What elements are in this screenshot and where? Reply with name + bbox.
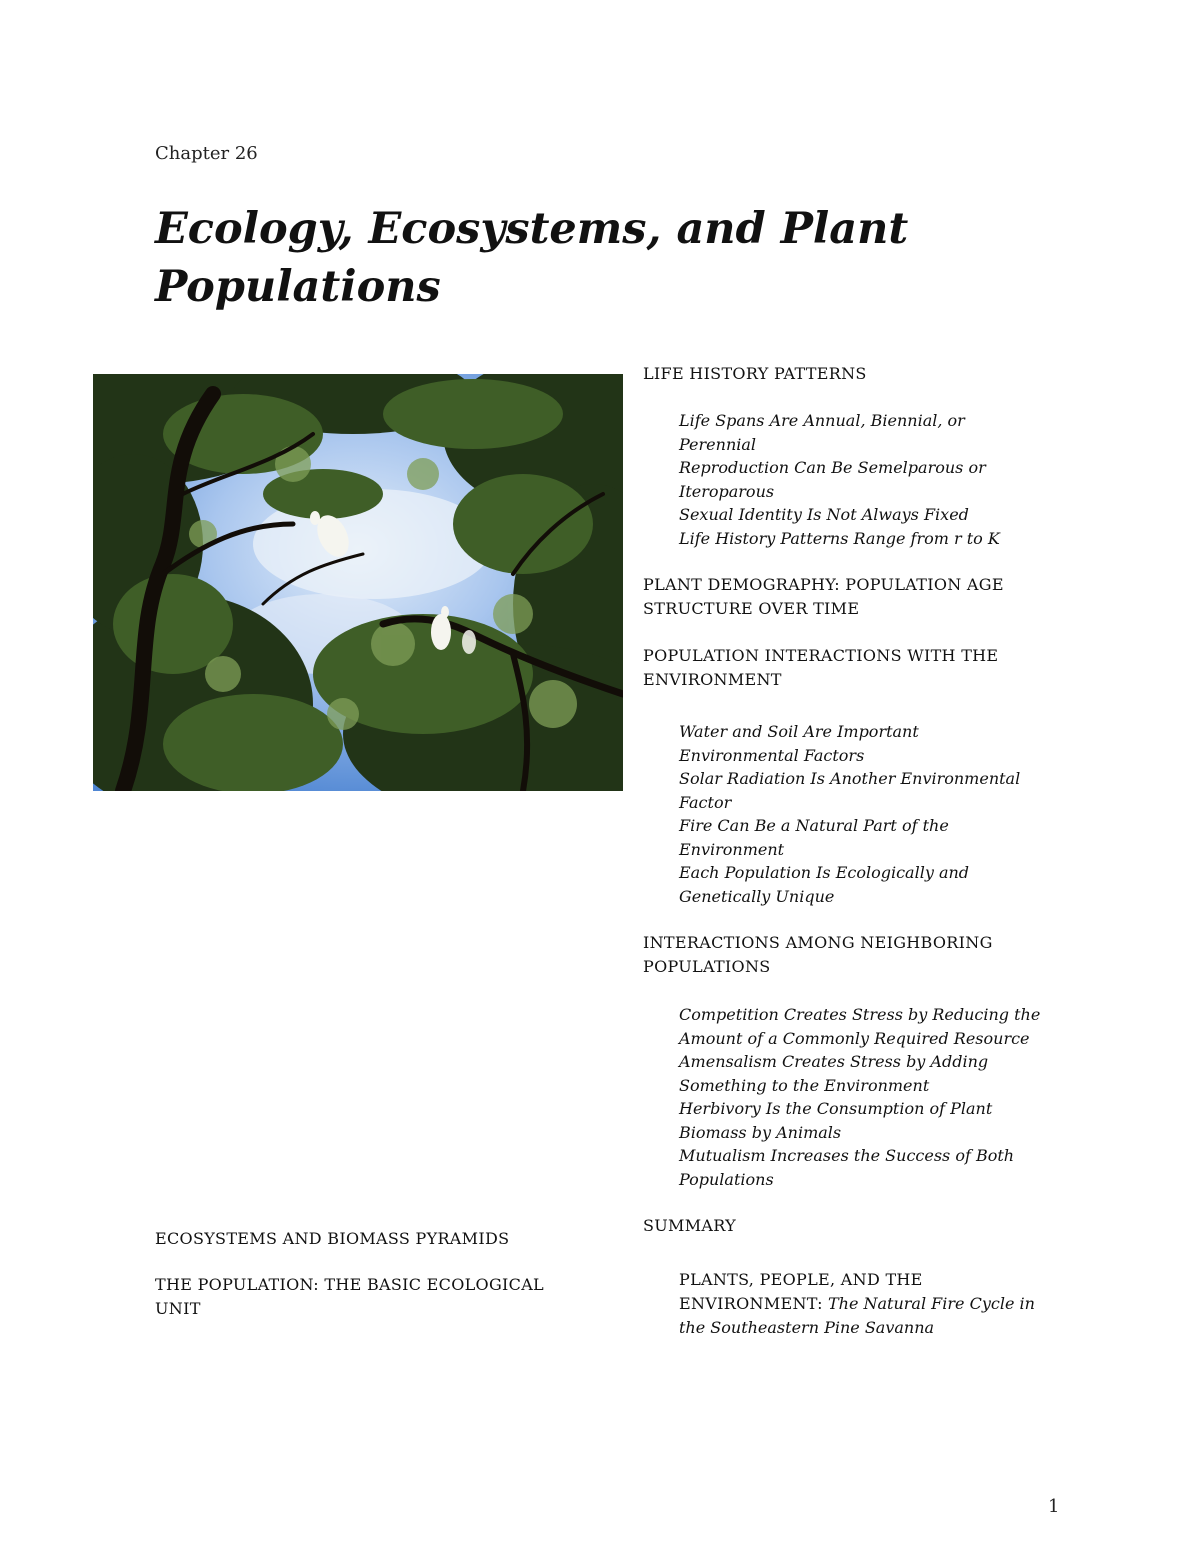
- subtopic-line: Fire Can Be a Natural Part of the: [679, 816, 949, 835]
- subtopic-line: Sexual Identity Is Not Always Fixed: [679, 505, 969, 524]
- subtopic-line: Competition Creates Stress by Reducing the: [679, 1005, 1041, 1024]
- subtopic-line: Each Population Is Ecologically and: [679, 863, 970, 882]
- subtopics-life-history: [679, 409, 1000, 550]
- subtopic-line: Life History Patterns Range from r to K: [679, 528, 1000, 548]
- subtopic-line: Water and Soil Are Important: [679, 722, 919, 741]
- subtopic-line: Amensalism Creates Stress by Adding: [679, 1052, 989, 1071]
- heading-line: THE POPULATION: THE BASIC ECOLOGICAL: [155, 1275, 544, 1294]
- heading-interactions-neighboring-populations: [643, 931, 993, 979]
- subtopic-line: Perennial: [679, 434, 757, 454]
- heading-plant-demography: [643, 573, 1004, 621]
- heading-line: STRUCTURE OVER TIME: [643, 599, 860, 618]
- heading-line: POPULATIONS: [643, 957, 771, 976]
- subtopic-line: Populations: [679, 1169, 774, 1189]
- subtopic-line: Iteroparous: [679, 481, 775, 501]
- heading-line: INTERACTIONS AMONG NEIGHBORING: [643, 933, 993, 952]
- heading-population-interactions-environment: [643, 644, 998, 692]
- heading-summary: SUMMARY: [643, 1216, 736, 1235]
- subtopics-environment: [679, 720, 1020, 908]
- chapter-title-line-2: Populations: [155, 262, 441, 312]
- subtopic-line: Reproduction Can Be Semelparous or: [679, 458, 986, 477]
- box-line-1: PLANTS, PEOPLE, AND THE: [679, 1270, 923, 1289]
- box-feature-plants-people-environment: [679, 1268, 1035, 1340]
- box-label: ENVIRONMENT:: [679, 1294, 823, 1313]
- heading-line: PLANT DEMOGRAPHY: POPULATION AGE: [643, 575, 1004, 594]
- box-title-part: The Natural Fire Cycle in: [822, 1294, 1035, 1313]
- heading-line: POPULATION INTERACTIONS WITH THE: [643, 646, 999, 665]
- subtopic-line: Environment: [679, 839, 785, 859]
- box-line-2: [679, 1292, 1035, 1316]
- heading-life-history-patterns: LIFE HISTORY PATTERNS: [643, 364, 867, 383]
- subtopic-line: Solar Radiation Is Another Environmental: [679, 769, 1021, 788]
- heading-ecosystems-biomass-pyramids: ECOSYSTEMS AND BIOMASS PYRAMIDS: [155, 1229, 510, 1248]
- subtopic-line: Environmental Factors: [679, 745, 865, 765]
- heading-line: ENVIRONMENT: [643, 670, 782, 689]
- subtopic-line: Herbivory Is the Consumption of Plant: [679, 1099, 993, 1118]
- subtopic-line: Life Spans Are Annual, Biennial, or: [679, 411, 965, 430]
- subtopic-line: Biomass by Animals: [679, 1122, 842, 1142]
- chapter-label: Chapter 26: [155, 143, 258, 164]
- heading-line: UNIT: [155, 1299, 201, 1318]
- subtopic-line: Mutualism Increases the Success of Both: [679, 1146, 1015, 1165]
- subtopic-line: Factor: [679, 792, 732, 812]
- subtopics-neighboring-populations: [679, 1003, 1040, 1191]
- page-number: 1: [1048, 1496, 1060, 1517]
- chapter-title: [155, 200, 975, 316]
- subtopic-line: Genetically Unique: [679, 886, 835, 906]
- chapter-photo-trees-egrets: [93, 374, 623, 791]
- box-line-3: the Southeastern Pine Savanna: [679, 1318, 935, 1337]
- chapter-title-line-1: Ecology, Ecosystems, and Plant: [155, 204, 909, 254]
- subtopic-line: Amount of a Commonly Required Resource: [679, 1028, 1030, 1048]
- heading-the-population: [155, 1273, 544, 1321]
- subtopic-line: Something to the Environment: [679, 1075, 930, 1095]
